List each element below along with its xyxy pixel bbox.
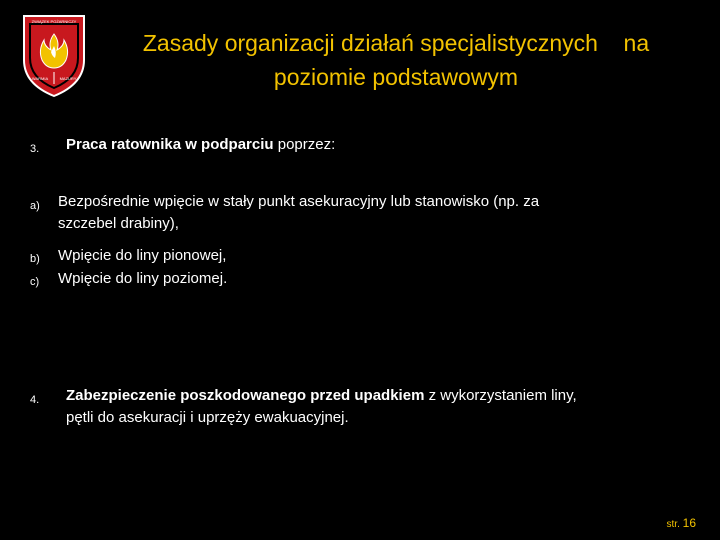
slide-content <box>0 112 720 540</box>
item-4-bold: Zabezpieczenie poszkodowanego przed upadkiem <box>66 387 425 404</box>
item-4-text <box>66 385 577 429</box>
item-number-3: 3. <box>30 143 40 155</box>
slide-number <box>667 516 696 530</box>
item-3-text <box>66 134 335 156</box>
sub-item-a-text <box>58 191 539 235</box>
sub-item-a-line1: Bezpośrednie wpięcie w stały punkt asekuracyjny lub stanowisko (np. za <box>58 193 540 210</box>
logo-text-top: ZWIĄZEK POŻARNICZY <box>31 19 77 24</box>
slide-header <box>0 0 720 112</box>
item-4-line2: pętli do asekuracji i uprzęży ewakuacyjnej. <box>66 409 349 426</box>
sub-item-c-text: Wpięcie do liny poziomej. <box>58 270 228 287</box>
slide-title <box>96 26 696 94</box>
item-3-rest: poprzez: <box>273 136 336 153</box>
item-4-rest: z wykorzystaniem liny, <box>424 387 577 404</box>
fire-brigade-logo-icon <box>16 12 92 98</box>
item-number-4: 4. <box>30 394 40 406</box>
slide-title-line1: Zasady organizacji działań specjalistycznych na <box>142 30 650 56</box>
sub-item-letter-b: b) <box>30 253 40 265</box>
slide-number-value: 16 <box>682 516 696 530</box>
sub-item-a-line2: szczebel drabiny), <box>58 215 179 232</box>
sub-item-letter-c: c) <box>30 276 40 288</box>
item-3-bold: Praca ratownika w podparciu <box>66 136 274 153</box>
sub-item-letter-a: a) <box>30 200 40 212</box>
slide-title-line2: poziomie podstawowym <box>273 64 519 90</box>
logo-text-right: MAZURY <box>59 76 77 81</box>
slide-number-prefix: str. <box>666 519 680 530</box>
sub-item-b-text: Wpięcie do liny pionowej, <box>58 247 227 264</box>
logo-text-left: WARMIA <box>31 76 49 81</box>
